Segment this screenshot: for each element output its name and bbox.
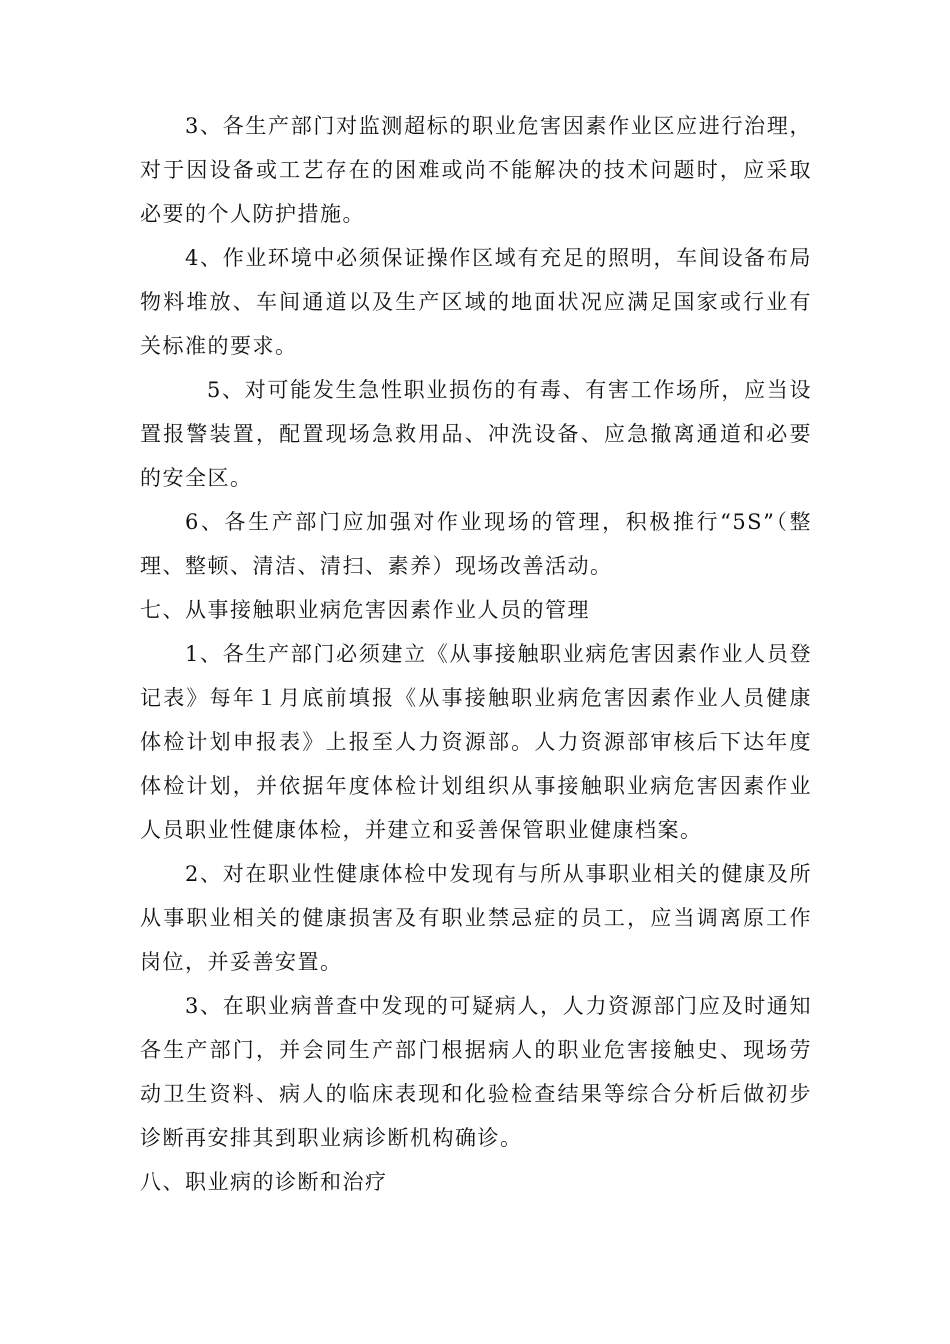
section-heading-7: 七、从事接触职业病危害因素作业人员的管理 bbox=[140, 598, 590, 622]
paragraph-item-4: 4、作业环境中必须保证操作区域有充足的照明，车间设备布局物料堆放、车间通道以及生产区域的地面状况应满足国家或行业有关标准的要求。 bbox=[140, 246, 812, 358]
section-heading-8: 八、职业病的诊断和治疗 bbox=[140, 1170, 388, 1194]
paragraph-7-2: 2、对在职业性健康体检中发现有与所从事职业相关的健康及所从事职业相关的健康损害及有职业禁忌症的员工，应当调离原工作岗位，并妥善安置。 bbox=[140, 862, 812, 974]
paragraph-item-6: 6、各生产部门应加强对作业现场的管理，积极推行“5S”（整理、整顿、清洁、清扫、素养）现场改善活动。 bbox=[140, 510, 812, 578]
paragraph-7-1: 1、各生产部门必须建立《从事接触职业病危害因素作业人员登记表》每年１月底前填报《从事接触职业病危害因素作业人员健康体检计划申报表》上报至人力资源部。人力资源部审核后下达年度体检计划，并依据年度体检计划组织从事接触职业病危害因素作业人员职业性健康体检，并建立和妥善保管职业健康档案。 bbox=[140, 642, 812, 842]
paragraph-7-3: 3、在职业病普查中发现的可疑病人，人力资源部门应及时通知各生产部门，并会同生产部门根据病人的职业危害接触史、现场劳动卫生资料、病人的临床表现和化验检查结果等综合分析后做初步诊断再安排其到职业病诊断机构确诊。 bbox=[140, 994, 812, 1150]
paragraph-item-5: 5、对可能发生急性职业损伤的有毒、有害工作场所，应当设置报警装置，配置现场急救用品、冲洗设备、应急撤离通道和必要的安全区。 bbox=[140, 378, 812, 490]
paragraph-item-3: 3、各生产部门对监测超标的职业危害因素作业区应进行治理，对于因设备或工艺存在的困难或尚不能解决的技术问题时，应采取必要的个人防护措施。 bbox=[140, 114, 812, 226]
document-body bbox=[140, 104, 812, 1204]
